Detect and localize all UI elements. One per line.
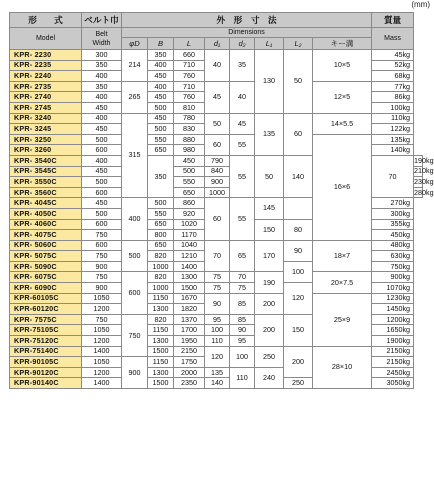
mass-cell: 52kg <box>372 60 414 71</box>
B-cell: 1300 <box>148 304 174 315</box>
model-cell: KPR-90140C <box>10 378 82 389</box>
key-cell: 16×6 <box>313 134 372 240</box>
model-cell: KPR- 3250 <box>10 134 82 145</box>
B-cell: 1150 <box>148 357 174 368</box>
belt-width-cell: 300 <box>82 50 122 61</box>
L1-cell: 250 <box>255 346 284 367</box>
L-cell: 1670 <box>174 293 205 304</box>
model-cell: KPR- 2735 <box>10 81 82 92</box>
B-cell: 650 <box>174 187 205 198</box>
B-cell: 350 <box>148 50 174 61</box>
L-cell: 900 <box>205 177 230 188</box>
table-row <box>10 240 423 251</box>
d2-cell: 100 <box>230 346 255 367</box>
model-cell: KPR- 3560C <box>10 187 82 198</box>
L1-cell: 190 <box>255 272 284 293</box>
model-cell: KPR- 6075C <box>10 272 82 283</box>
model-cell: KPR- 3545C <box>10 166 82 177</box>
header-L1: L₁ <box>255 38 284 50</box>
B-cell: 500 <box>174 166 205 177</box>
L2-cell: 250 <box>284 378 313 389</box>
belt-width-cell: 1050 <box>82 293 122 304</box>
model-cell: KPR- 2740 <box>10 92 82 103</box>
L-cell: 2150 <box>174 346 205 357</box>
key-cell: 12×5 <box>313 81 372 113</box>
key-cell: 18×7 <box>313 240 372 272</box>
belt-width-cell: 450 <box>82 102 122 113</box>
L-cell: 840 <box>205 166 230 177</box>
model-cell: KPR- 5060C <box>10 240 82 251</box>
belt-width-cell: 900 <box>82 261 122 272</box>
L-cell: 1000 <box>205 187 230 198</box>
mass-cell: 77kg <box>372 81 414 92</box>
L-cell: 660 <box>174 50 205 61</box>
belt-width-cell: 350 <box>82 60 122 71</box>
d2-cell: 65 <box>230 240 255 272</box>
d1-cell: 110 <box>205 336 230 347</box>
belt-width-cell: 600 <box>82 219 122 230</box>
L-cell: 2000 <box>174 367 205 378</box>
model-cell: KPR-60105C <box>10 293 82 304</box>
L2-cell <box>284 198 313 219</box>
header-gaikei: 外 形 寸 法 <box>122 13 372 28</box>
mass-cell: 1900kg <box>372 336 414 347</box>
mass-cell: 100kg <box>372 102 414 113</box>
key-cell: 10×5 <box>313 50 372 82</box>
mass-cell: 210kg <box>414 166 434 176</box>
mass-cell: 280kg <box>414 187 434 197</box>
model-cell: KPR- 5075C <box>10 251 82 262</box>
phiD-cell: 750 <box>122 314 148 356</box>
belt-width-cell: 1400 <box>82 346 122 357</box>
model-cell: KPR- 2745 <box>10 102 82 113</box>
L1-cell: 150 <box>255 219 284 240</box>
L2-cell: 120 <box>284 283 313 315</box>
B-cell: 400 <box>148 81 174 92</box>
header-belt-width: Belt Width <box>82 28 122 50</box>
mass-cell: 270kg <box>372 198 414 209</box>
phiD-cell: 265 <box>122 81 148 113</box>
key-cell: 25×9 <box>313 293 372 346</box>
L-cell: 880 <box>174 134 205 145</box>
model-cell: KPR- 2230 <box>10 50 82 61</box>
mass-cell: 1070kg <box>372 283 414 294</box>
table-row <box>10 272 423 283</box>
belt-width-cell: 500 <box>82 134 122 145</box>
d2-cell: 85 <box>230 293 255 314</box>
d2-cell: 90 <box>230 325 255 336</box>
L1-cell: 170 <box>255 240 284 272</box>
d1-cell: 70 <box>205 240 230 272</box>
B-cell: 1300 <box>148 336 174 347</box>
B-cell: 450 <box>148 71 174 82</box>
belt-width-cell: 400 <box>82 113 122 124</box>
mass-cell: 3050kg <box>372 378 414 389</box>
belt-width-cell: 750 <box>82 251 122 262</box>
model-cell: KPR- 2240 <box>10 71 82 82</box>
mass-cell: 190kg <box>414 155 434 165</box>
B-cell: 500 <box>148 124 174 135</box>
L-cell: 1040 <box>174 240 205 251</box>
L2-cell: 80 <box>284 219 313 240</box>
L-cell: 1700 <box>174 325 205 336</box>
B-cell: 550 <box>174 177 205 188</box>
header-model: Model <box>10 28 82 50</box>
L-cell: 2350 <box>174 378 205 389</box>
L2-cell: 150 <box>284 314 313 346</box>
L-cell: 980 <box>174 145 205 156</box>
L-cell: 1020 <box>174 219 205 230</box>
model-cell: KPR-60120C <box>10 304 82 315</box>
header-d2: d₂ <box>230 38 255 50</box>
belt-width-cell: 400 <box>82 71 122 82</box>
header-katashiki: 形 式 <box>10 13 82 28</box>
belt-width-cell: 750 <box>82 272 122 283</box>
d2-cell: 55 <box>230 198 255 240</box>
phiD-cell: 600 <box>122 272 148 314</box>
header-L: L <box>174 38 205 50</box>
belt-width-cell: 600 <box>82 240 122 251</box>
mass-cell: 450kg <box>372 230 414 241</box>
L-cell: 780 <box>174 113 205 124</box>
mass-cell: 2150kg <box>372 357 414 368</box>
table-row <box>10 50 423 61</box>
B-cell: 550 <box>148 208 174 219</box>
L-cell: 710 <box>174 81 205 92</box>
mass-cell: 750kg <box>372 261 414 272</box>
L-cell: 860 <box>174 198 205 209</box>
key-cell: 28×10 <box>313 346 372 388</box>
d1-cell: 100 <box>205 325 230 336</box>
B-cell: 500 <box>148 102 174 113</box>
L-cell: 1950 <box>174 336 205 347</box>
mass-cell: 355kg <box>372 219 414 230</box>
mass-cell: 900kg <box>372 272 414 283</box>
table-row <box>10 293 423 304</box>
model-cell: KPR-90105C <box>10 357 82 368</box>
d1-cell: 120 <box>205 346 230 367</box>
d2-cell: 95 <box>230 336 255 347</box>
d2-cell: 55 <box>230 134 255 155</box>
B-cell: 450 <box>174 155 205 166</box>
table-row <box>10 113 423 124</box>
belt-width-cell: 500 <box>82 177 122 188</box>
phiD-cell: 350 <box>148 155 174 197</box>
B-cell: 1500 <box>148 346 174 357</box>
L-cell: 1170 <box>174 230 205 241</box>
d2-cell: 70 <box>230 272 255 283</box>
mass-cell: 135kg <box>372 134 414 145</box>
model-cell: KPR-75120C <box>10 336 82 347</box>
mass-cell: 110kg <box>372 113 414 124</box>
B-cell: 500 <box>148 198 174 209</box>
B-cell: 800 <box>148 230 174 241</box>
L1-cell: 200 <box>255 293 284 314</box>
L-cell: 1500 <box>174 283 205 294</box>
L-cell: 810 <box>174 102 205 113</box>
header-B: B <box>148 38 174 50</box>
model-cell: KPR-75140C <box>10 346 82 357</box>
d1-cell: 55 <box>230 155 255 197</box>
d1-cell: 95 <box>205 314 230 325</box>
d2-cell: 40 <box>230 81 255 113</box>
model-cell: KPR- 4050C <box>10 208 82 219</box>
L2-cell: 70 <box>372 155 414 197</box>
mass-cell: 1450kg <box>372 304 414 315</box>
belt-width-cell: 400 <box>82 155 122 166</box>
mass-cell: 1200kg <box>372 314 414 325</box>
phiD-cell: 214 <box>122 50 148 82</box>
L-cell: 1370 <box>174 314 205 325</box>
L-cell: 790 <box>205 155 230 166</box>
B-cell: 1300 <box>148 367 174 378</box>
model-cell: KPR- 3540C <box>10 155 82 166</box>
B-cell: 650 <box>148 145 174 156</box>
header-shitsuryo: 質量 <box>372 13 414 28</box>
spec-table-body <box>10 49 434 389</box>
model-cell: KPR- 5090C <box>10 261 82 272</box>
mass-cell: 45kg <box>372 50 414 61</box>
pulley-spec-table <box>9 12 434 389</box>
belt-width-cell: 1200 <box>82 304 122 315</box>
belt-width-cell: 450 <box>82 124 122 135</box>
L-cell: 710 <box>174 60 205 71</box>
model-cell: KPR- 7575C <box>10 314 82 325</box>
d1-cell: 90 <box>205 293 230 314</box>
B-cell: 450 <box>148 92 174 103</box>
header-d1: d₁ <box>205 38 230 50</box>
belt-width-cell: 900 <box>82 283 122 294</box>
d2-cell: 35 <box>230 50 255 82</box>
L1-cell: 130 <box>255 50 284 114</box>
model-cell: KPR-90120C <box>10 367 82 378</box>
mass-cell: 230kg <box>414 176 434 186</box>
d2-cell: 110 <box>230 367 255 388</box>
model-cell: KPR- 3550C <box>10 177 82 188</box>
belt-width-cell: 400 <box>82 92 122 103</box>
mass-cell: 1230kg <box>372 293 414 304</box>
d1-cell: 60 <box>205 134 230 155</box>
B-cell: 400 <box>148 60 174 71</box>
d1-cell: 60 <box>205 198 230 240</box>
L-cell: 1820 <box>174 304 205 315</box>
header-phiD: φD <box>122 38 148 50</box>
belt-width-cell: 1050 <box>82 325 122 336</box>
table-row <box>10 134 423 145</box>
B-cell: 1150 <box>148 325 174 336</box>
d1-cell: 45 <box>205 81 230 113</box>
header-dimensions: Dimensions <box>122 28 372 38</box>
L1-cell: 240 <box>255 367 284 388</box>
d1-cell: 135 <box>205 367 230 378</box>
B-cell: 650 <box>148 219 174 230</box>
L-cell: 1400 <box>174 261 205 272</box>
B-cell: 450 <box>148 113 174 124</box>
header-keyway: キー溝 <box>313 38 372 50</box>
L-cell: 760 <box>174 92 205 103</box>
mass-cell: 300kg <box>372 208 414 219</box>
unit-label: (mm) <box>411 0 430 9</box>
header-L2: L₂ <box>284 38 313 50</box>
belt-width-cell: 1200 <box>82 336 122 347</box>
phiD-cell: 500 <box>122 240 148 272</box>
model-cell: KPR- 2235 <box>10 60 82 71</box>
belt-width-cell: 1400 <box>82 378 122 389</box>
belt-width-cell: 750 <box>82 314 122 325</box>
L-cell: 1300 <box>174 272 205 283</box>
d2-cell: 50 <box>255 155 284 197</box>
B-cell: 820 <box>148 314 174 325</box>
key-cell: 20×7.5 <box>313 272 372 293</box>
d1-cell: 50 <box>205 113 230 134</box>
belt-width-cell: 1200 <box>82 367 122 378</box>
model-cell: KPR- 3245 <box>10 124 82 135</box>
L2-cell: 50 <box>284 50 313 114</box>
phiD-cell: 900 <box>122 357 148 389</box>
mass-cell: 68kg <box>372 71 414 82</box>
model-cell: KPR- 4045C <box>10 198 82 209</box>
L-cell: 920 <box>174 208 205 219</box>
B-cell: 820 <box>148 272 174 283</box>
model-cell: KPR- 3240 <box>10 113 82 124</box>
d2-cell: 75 <box>230 283 255 294</box>
table-row <box>10 346 423 357</box>
B-cell: 550 <box>148 134 174 145</box>
d1-cell: 75 <box>205 283 230 294</box>
model-cell: KPR- 4060C <box>10 219 82 230</box>
belt-width-cell: 350 <box>82 81 122 92</box>
L1-cell: 200 <box>255 314 284 346</box>
B-cell: 650 <box>148 240 174 251</box>
B-cell: 1150 <box>148 293 174 304</box>
L1-cell: 145 <box>255 198 284 219</box>
belt-width-cell: 1050 <box>82 357 122 368</box>
mass-cell: 122kg <box>372 124 414 135</box>
d2-cell: 85 <box>230 314 255 325</box>
mass-cell: 140kg <box>372 145 414 156</box>
mass-cell: 480kg <box>372 240 414 251</box>
model-cell: KPR- 4075C <box>10 230 82 241</box>
B-cell: 1500 <box>148 378 174 389</box>
table-row <box>10 81 423 92</box>
mass-cell: 2450kg <box>372 367 414 378</box>
phiD-cell: 400 <box>122 198 148 240</box>
mass-cell: 1650kg <box>372 325 414 336</box>
belt-width-cell: 600 <box>82 145 122 156</box>
L-cell: 760 <box>174 71 205 82</box>
model-cell: KPR- 6090C <box>10 283 82 294</box>
d1-cell: 140 <box>205 378 230 389</box>
header-belt-jp: ベルト巾 <box>82 13 122 28</box>
belt-width-cell: 500 <box>82 208 122 219</box>
L-cell: 1750 <box>174 357 205 368</box>
belt-width-cell: 450 <box>82 166 122 177</box>
belt-width-cell: 600 <box>82 187 122 198</box>
mass-cell: 86kg <box>372 92 414 103</box>
B-cell: 1000 <box>148 283 174 294</box>
L-cell: 830 <box>174 124 205 135</box>
L2-cell: 60 <box>284 113 313 155</box>
mass-cell: 630kg <box>372 251 414 262</box>
key-cell: 14×5.5 <box>313 113 372 134</box>
header-mass: Mass <box>372 28 414 50</box>
d2-cell: 45 <box>230 113 255 134</box>
belt-width-cell: 750 <box>82 230 122 241</box>
phiD-cell: 315 <box>122 113 148 198</box>
model-cell: KPR- 3260 <box>10 145 82 156</box>
L1-cell: 135 <box>255 113 284 155</box>
L2-cell: 200 <box>284 346 313 378</box>
B-cell: 1000 <box>148 261 174 272</box>
L2-cell: 90 <box>284 240 313 261</box>
d1-cell: 75 <box>205 272 230 283</box>
belt-width-cell: 450 <box>82 198 122 209</box>
model-cell: KPR-75105C <box>10 325 82 336</box>
L-cell: 1210 <box>174 251 205 262</box>
B-cell: 820 <box>148 251 174 262</box>
L2-cell: 100 <box>284 261 313 282</box>
mass-cell: 2150kg <box>372 346 414 357</box>
d1-cell: 40 <box>205 50 230 82</box>
L1-cell: 140 <box>284 155 313 197</box>
